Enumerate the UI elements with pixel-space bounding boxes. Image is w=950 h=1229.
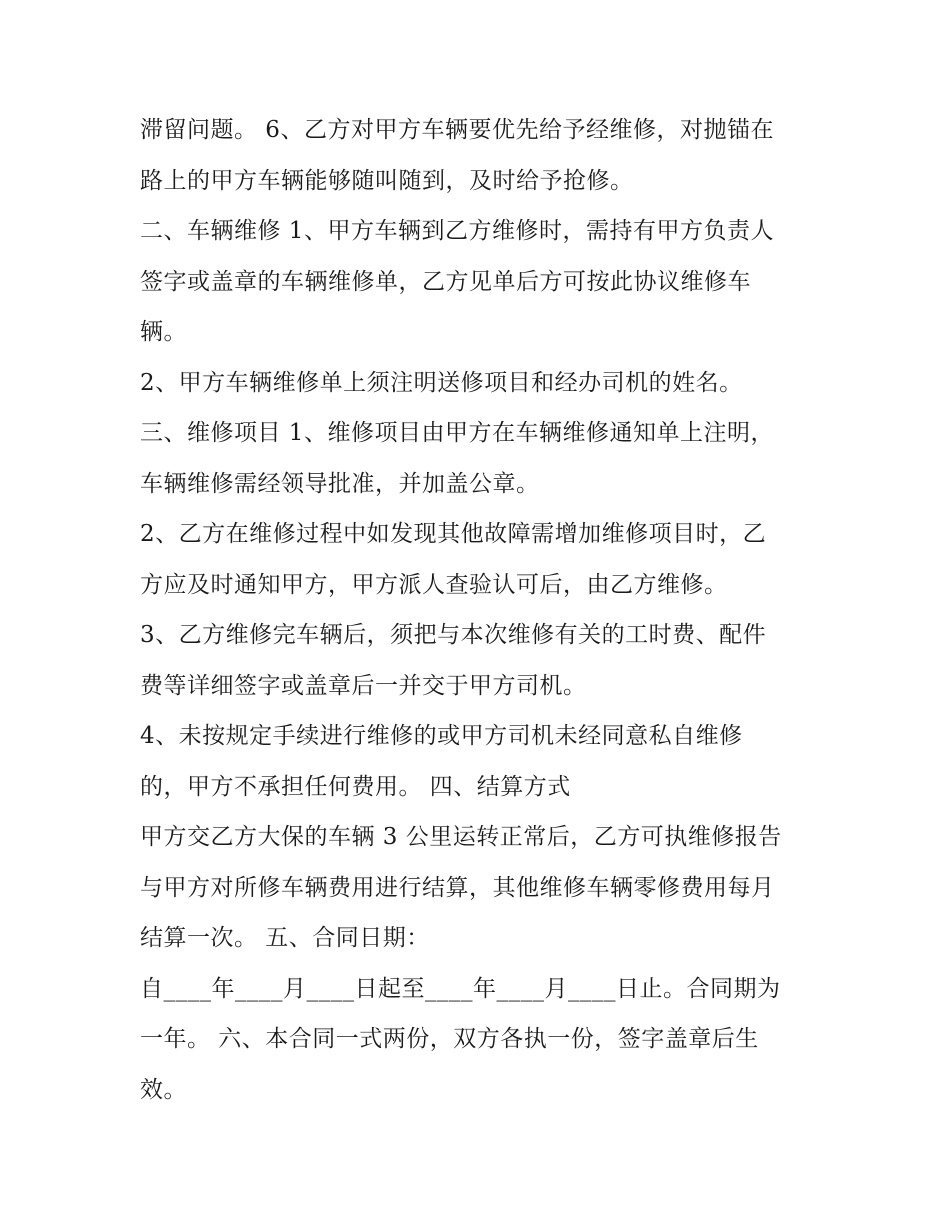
text-line: 签字或盖章的车辆维修单，乙方见单后方可按此协议维修车: [140, 269, 751, 295]
text-line: 2、乙方在维修过程中如发现其他故障需增加维修项目时，乙: [140, 521, 767, 547]
text-line: 路上的甲方车辆能够随叫随到，及时给予抢修。: [140, 168, 634, 194]
text-line: 结算一次。 五、合同日期：: [140, 925, 430, 951]
text-line: 效。: [140, 1077, 187, 1103]
text-line: 一年。 六、本合同一式两份，双方各执一份，签字盖章后生: [140, 1026, 759, 1052]
text-line: 滞留问题。 6、乙方对甲方车辆要优先给予经维修，对抛锚在: [140, 117, 774, 143]
text-line: 车辆维修需经领导批准，并加盖公章。: [140, 471, 540, 497]
text-line: 3、乙方维修完车辆后，须把与本次维修有关的工时费、配件: [140, 622, 767, 648]
text-line: 的，甲方不承担任何费用。 四、结算方式: [140, 774, 571, 800]
text-line: 与甲方对所修车辆费用进行结算，其他维修车辆零修费用每月: [140, 875, 775, 901]
text-line: 三、维修项目 1、维修项目由甲方在车辆维修通知单上注明，: [140, 420, 774, 446]
text-line: 费等详细签字或盖章后一并交于甲方司机。: [140, 673, 587, 699]
text-line: 方应及时通知甲方，甲方派人查验认可后，由乙方维修。: [140, 572, 728, 598]
text-line: 2、甲方车辆维修单上须注明送修项目和经办司机的姓名。: [140, 370, 743, 396]
text-line: 4、未按规定手续进行维修的或甲方司机未经同意私自维修: [140, 723, 743, 749]
text-line: 甲方交乙方大保的车辆 3 公里运转正常后，乙方可执维修报告: [140, 824, 782, 850]
text-line: 辆。: [140, 319, 187, 345]
text-line: 自____年____月____日起至____年____月____日止。合同期为: [140, 976, 781, 1002]
text-line: 二、车辆维修 1、甲方车辆到乙方维修时，需持有甲方负责人: [140, 218, 774, 244]
